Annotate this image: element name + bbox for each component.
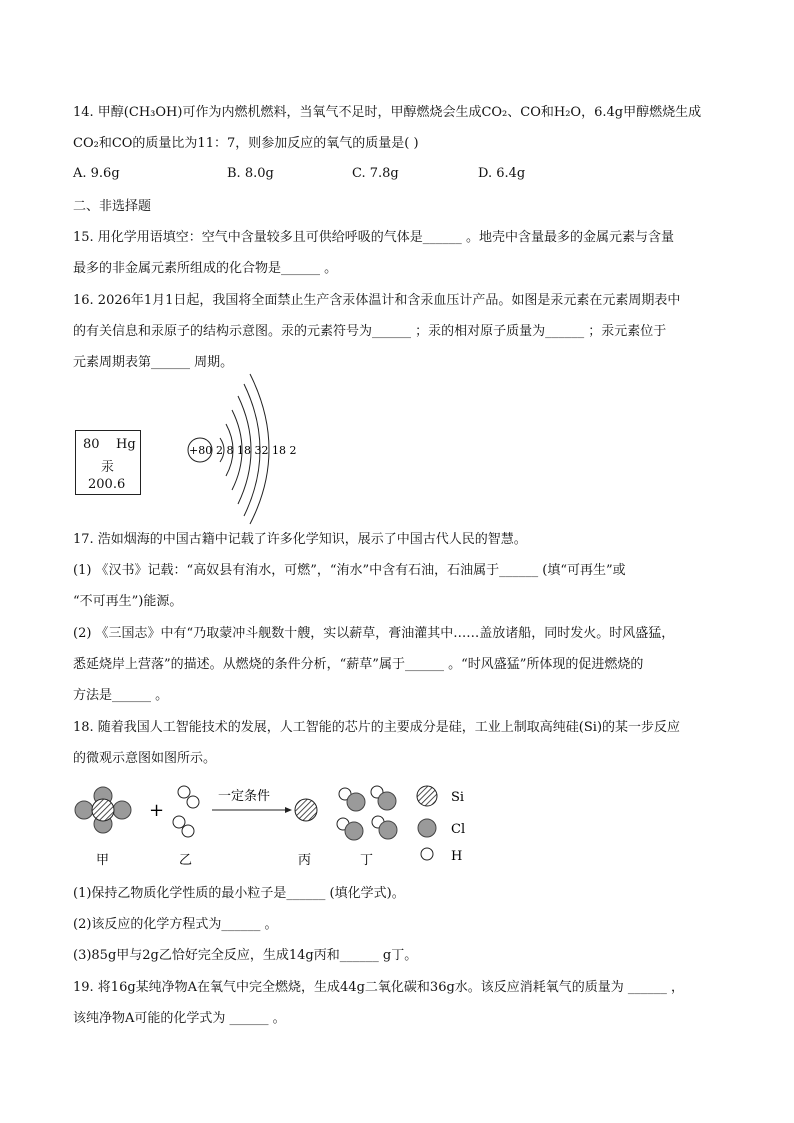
label-jia: 甲 [96, 853, 110, 868]
legend-si: Si [451, 790, 465, 805]
molecule-jia [75, 787, 131, 833]
q14-line1: 14. 甲醇(CH₃OH)可作为内燃机燃料，当氧气不足时，甲醇燃烧会生成CO₂、CO和H₂O，6.4g甲醇燃烧生成 [73, 105, 702, 120]
q15-line2: 最多的非金属元素所组成的化合物是______ 。 [73, 261, 338, 276]
molecule-bing [295, 799, 317, 821]
q19-line1: 19. 将16g某纯净物A在氧气中完全燃烧，生成44g二氧化碳和36g水。该反应消耗氧气的质量为 ______ ， [73, 980, 685, 995]
nucleus-charge: +80 [189, 444, 213, 457]
q14-line2: CO₂和CO的质量比为11：7，则参加反应的氧气的质量是( ) [73, 136, 419, 151]
q18-line1: 18. 随着我国人工智能技术的发展，人工智能的芯片的主要成分是硅，工业上制取高纯硅(Si)的某一步反应 [73, 720, 681, 735]
reaction-condition: 一定条件 [218, 789, 271, 804]
q17-part2-line2: 悉延烧岸上营落”的描述。从燃烧的条件分析，“薪草”属于______ 。“时风盛猛”所体现的促进燃烧的 [73, 657, 644, 672]
plus-sign: + [149, 800, 165, 821]
legend-h-icon [421, 848, 433, 860]
q18-line2: 的微观示意图如图所示。 [73, 751, 217, 766]
q17-part1-line2: “不可再生”)能源。 [73, 594, 183, 609]
reaction-diagram [60, 780, 480, 872]
label-bing: 丙 [298, 853, 312, 868]
q17-part1-line1: (1) 《汉书》记载：“高奴县有洧水，可燃”，“洧水”中含有石油，石油属于______ (填“可再生”或 [73, 563, 626, 578]
legend-cl-icon [418, 819, 436, 837]
q14-option-b: B. 8.0g [227, 166, 274, 181]
q17-part2-line3: 方法是______ 。 [73, 688, 169, 703]
q18-sub2: (2)该反应的化学方程式为______ 。 [73, 917, 278, 932]
q16-line1: 16. 2026年1月1日起，我国将全面禁止生产含汞体温计和含汞血压计产品。如图是汞元素在元素周期表中 [73, 293, 681, 308]
q16-line3: 元素周期表第______ 周期。 [73, 355, 234, 370]
shell-electrons: 2 8 18 32 18 2 [216, 444, 297, 457]
legend-h: H [451, 849, 463, 864]
legend-cl: Cl [451, 822, 466, 837]
q18-sub3: (3)85g甲与2g乙恰好完全反应，生成14g丙和______ g丁。 [73, 948, 418, 963]
molecule-yi [173, 786, 199, 837]
q14-option-c: C. 7.8g [352, 166, 399, 181]
legend-si-icon [417, 786, 437, 806]
q19-line2: 该纯净物A可能的化学式为 ______ 。 [73, 1011, 286, 1026]
label-yi: 乙 [179, 853, 193, 868]
q17-intro: 17. 浩如烟海的中国古籍中记载了许多化学知识，展示了中国古代人民的智慧。 [73, 532, 527, 547]
element-symbol: Hg [116, 437, 136, 452]
atom-structure-diagram [180, 370, 300, 525]
element-mass: 200.6 [88, 477, 126, 492]
molecule-ding [337, 786, 397, 840]
q14-option-d: D. 6.4g [478, 166, 526, 181]
element-number: 80 [83, 437, 100, 452]
section-heading: 二、非选择题 [73, 199, 152, 214]
element-card [75, 430, 141, 495]
element-name: 汞 [101, 460, 115, 475]
q18-sub1: (1)保持乙物质化学性质的最小粒子是______ (填化学式)。 [73, 886, 405, 901]
q17-part2-line1: (2) 《三国志》中有“乃取蒙冲斗舰数十艘，实以薪草，膏油灌其中……盖放诸船，同时发火。时风盛猛， [73, 626, 675, 641]
label-ding: 丁 [360, 853, 374, 868]
q15-line1: 15. 用化学用语填空：空气中含量较多且可供给呼吸的气体是______ 。地壳中含量最多的金属元素与含量 [73, 230, 674, 245]
q16-line2: 的有关信息和汞原子的结构示意图。汞的元素符号为______ ；汞的相对原子质量为______ ；汞元素位于 [73, 324, 667, 339]
q14-option-a: A. 9.6g [73, 166, 120, 181]
